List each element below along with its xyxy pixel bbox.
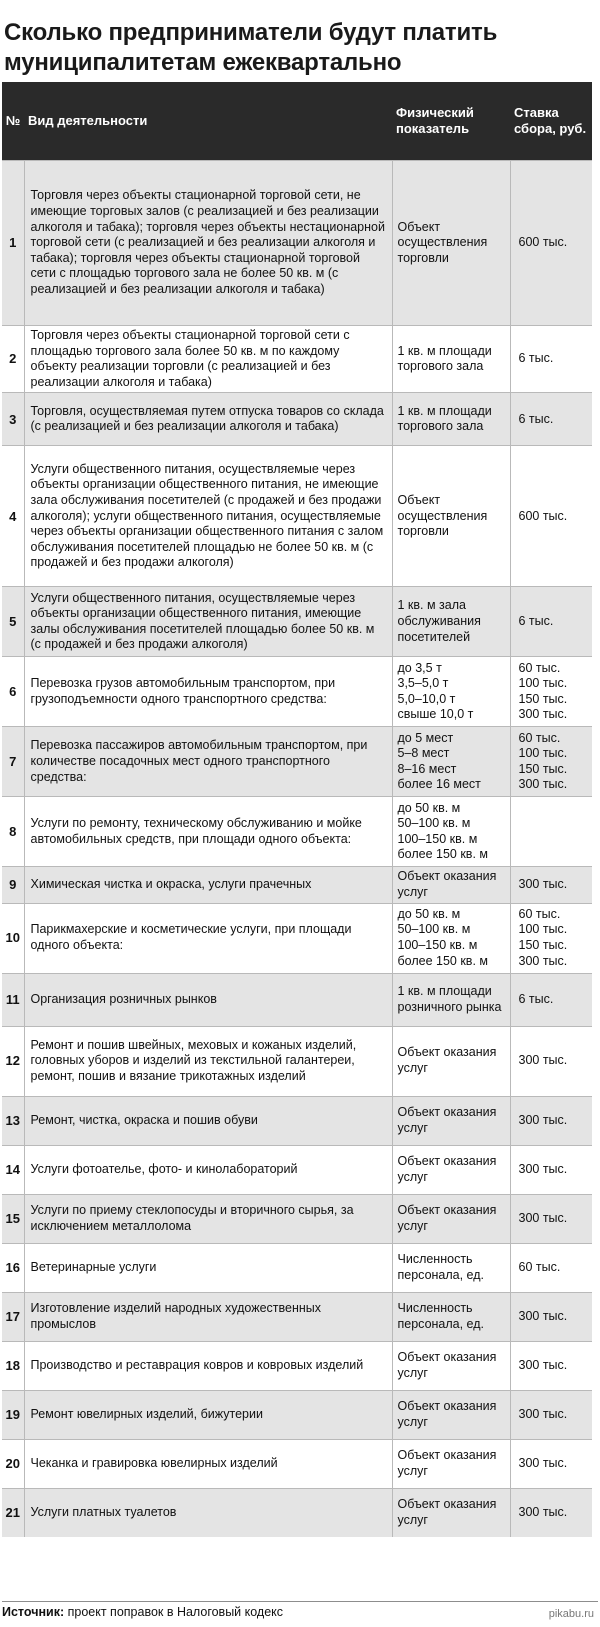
activity-cell: Торговля через объекты стационарной торговой сети с площадью торгового зала более 50 кв. м по каждому объекту реализации торговли (с реализацией и без реализации алкоголя и табака): [24, 326, 392, 393]
rate-cell: [510, 1439, 592, 1488]
table-row: [2, 1194, 592, 1243]
rate-value: 60 тыс.: [518, 660, 561, 675]
physical-indicator-cell: [392, 326, 510, 393]
row-number: 21: [2, 1488, 24, 1537]
table-row: [2, 161, 592, 326]
table-row: [2, 1390, 592, 1439]
table-row: [2, 1341, 592, 1390]
physical-indicator-cell: [392, 797, 510, 867]
rate-cell: [510, 1096, 592, 1145]
rate-value: 6 тыс.: [518, 991, 554, 1006]
activity-cell: Парикмахерские и косметические услуги, при площади одного объекта:: [24, 903, 392, 973]
rate-value: 100 тыс.: [518, 676, 568, 691]
rate-value: 300 тыс.: [518, 777, 568, 792]
physical-indicator-cell: [392, 1341, 510, 1390]
physical-indicator-cell: [392, 1096, 510, 1145]
rate-cell: [510, 446, 592, 587]
activity-cell: Услуги общественного питания, осуществляемые через объекты организации общественного питания, не имеющие зала обслуживания посетителей (с продажей и без продажи алкоголя); услуги общественного питания, осуществляемые через объекты организации общественного питания с залом обслуживания посетителей площадью не более 50 кв. м (с продажей и без продажи алкоголя): [24, 446, 392, 587]
physical-indicator-value: Объект оказания услуг: [397, 1497, 497, 1527]
activity-cell: Ремонт, чистка, окраска и пошив обуви: [24, 1096, 392, 1145]
rate-cell: [510, 903, 592, 973]
rate-value: 150 тыс.: [518, 938, 568, 953]
physical-indicator-cell: [392, 1145, 510, 1194]
rate-cell: [510, 1341, 592, 1390]
row-number: 10: [2, 903, 24, 973]
watermark: pikabu.ru: [548, 1608, 594, 1620]
rate-value: 300 тыс.: [518, 1505, 568, 1520]
physical-indicator-value: 100–150 кв. м: [397, 831, 478, 846]
physical-indicator-cell: [392, 657, 510, 727]
activity-cell: Чеканка и гравировка ювелирных изделий: [24, 1439, 392, 1488]
rate-value: 300 тыс.: [518, 1455, 568, 1470]
rate-value: 300 тыс.: [518, 953, 568, 968]
row-number: 20: [2, 1439, 24, 1488]
physical-indicator-value: 50–100 кв. м: [397, 816, 471, 831]
rate-value: 150 тыс.: [518, 691, 568, 706]
row-number: 4: [2, 446, 24, 587]
activity-cell: Организация розничных рынков: [24, 973, 392, 1026]
rate-value: 6 тыс.: [518, 614, 554, 629]
physical-indicator-value: более 150 кв. м: [397, 953, 488, 968]
physical-indicator-value: Численность персонала, ед.: [397, 1251, 485, 1282]
table-header-row: [2, 82, 592, 161]
table-row: [2, 1439, 592, 1488]
table-row: [2, 657, 592, 727]
row-number: 17: [2, 1292, 24, 1341]
physical-indicator-value: 5–8 мест: [397, 746, 450, 761]
physical-indicator-cell: [392, 587, 510, 657]
physical-indicator-value: более 16 мест: [397, 777, 481, 792]
physical-indicator-value: 1 кв. м площади торгового зала: [397, 343, 492, 374]
activity-cell: Ремонт ювелирных изделий, бижутерии: [24, 1390, 392, 1439]
physical-indicator-value: 1 кв. м площади торгового зала: [397, 403, 492, 434]
table-row: [2, 1243, 592, 1292]
row-number: 3: [2, 393, 24, 446]
activity-cell: Услуги фотоателье, фото- и кинолабораторий: [24, 1145, 392, 1194]
row-number: 6: [2, 657, 24, 727]
physical-indicator-cell: [392, 1243, 510, 1292]
activity-cell: Перевозка пассажиров автомобильным транспортом, при количестве посадочных мест одного транспортного средства:: [24, 727, 392, 797]
rate-value: 300 тыс.: [518, 1308, 568, 1323]
table-row: [2, 446, 592, 587]
physical-indicator-cell: [392, 1026, 510, 1096]
activity-cell: Услуги платных туалетов: [24, 1488, 392, 1537]
source-text: проект поправок в Налоговый кодекс: [67, 1605, 284, 1619]
physical-indicator-value: Объект оказания услуг: [397, 1045, 497, 1076]
physical-indicator-value: Объект оказания услуг: [397, 1447, 497, 1478]
physical-indicator-value: 100–150 кв. м: [397, 938, 478, 953]
rate-cell: [510, 1488, 592, 1537]
physical-indicator-value: более 150 кв. м: [397, 847, 488, 862]
table-row: [2, 326, 592, 393]
physical-indicator-cell: [392, 867, 510, 903]
header-num: №: [2, 82, 24, 161]
physical-indicator-cell: [392, 1194, 510, 1243]
table-row: [2, 903, 592, 973]
rate-cell: [510, 587, 592, 657]
rate-cell: [510, 867, 592, 903]
row-number: 18: [2, 1341, 24, 1390]
header-physical: Физический показатель: [392, 82, 510, 161]
row-number: 12: [2, 1026, 24, 1096]
activity-cell: Торговля, осуществляемая путем отпуска товаров со склада (с реализацией и без реализации алкоголя и табака): [24, 393, 392, 446]
page-title: Сколько предприниматели будут платить муниципалитетам ежеквартально: [4, 19, 498, 76]
source-note: [2, 1601, 598, 1619]
source-label: Источник:: [2, 1605, 65, 1619]
fee-table: [2, 82, 592, 1537]
physical-indicator-value: 5,0–10,0 т: [397, 691, 456, 706]
rate-cell: [510, 393, 592, 446]
rate-value: 100 тыс.: [518, 746, 568, 761]
rate-value: 300 тыс.: [518, 1210, 568, 1225]
rate-value: 60 тыс.: [518, 1259, 561, 1274]
physical-indicator-cell: [392, 393, 510, 446]
rate-value: 150 тыс.: [518, 761, 568, 776]
rate-value: 60 тыс.: [518, 730, 561, 745]
physical-indicator-value: Объект оказания услуг: [397, 1398, 497, 1429]
rate-value: 300 тыс.: [518, 1112, 568, 1127]
rate-value: 300 тыс.: [518, 1161, 568, 1176]
activity-cell: Перевозка грузов автомобильным транспортом, при грузоподъемности одного транспортного средства:: [24, 657, 392, 727]
table-row: [2, 1145, 592, 1194]
physical-indicator-cell: [392, 1488, 510, 1537]
row-number: 8: [2, 797, 24, 867]
rate-value: 600 тыс.: [518, 508, 568, 523]
row-number: 7: [2, 727, 24, 797]
row-number: 2: [2, 326, 24, 393]
rate-value: 600 тыс.: [518, 235, 568, 250]
activity-cell: Услуги по приему стеклопосуды и вторичного сырья, за исключением металлолома: [24, 1194, 392, 1243]
rate-cell: [510, 1292, 592, 1341]
activity-cell: Торговля через объекты стационарной торговой сети, не имеющие торговых залов (с реализацией и без реализации алкоголя и табака); торговля через объекты нестационарной торговой сети (с реализацией и без реализации алкоголя и табака); торговля через объекты стационарной торговой сети с площадью торгового зала не более 50 кв. м (с реализацией и без реализации алкоголя и табака): [24, 161, 392, 326]
rate-cell: [510, 161, 592, 326]
physical-indicator-value: Объект оказания услуг: [397, 1349, 497, 1380]
rate-cell: [510, 1390, 592, 1439]
physical-indicator-cell: [392, 161, 510, 326]
rate-cell: [510, 657, 592, 727]
rate-value: 300 тыс.: [518, 707, 568, 722]
physical-indicator-value: Объект осуществления торговли: [397, 492, 488, 539]
row-number: 13: [2, 1096, 24, 1145]
rate-value: 100 тыс.: [518, 922, 568, 937]
physical-indicator-value: 8–16 мест: [397, 761, 457, 776]
physical-indicator-cell: [392, 1390, 510, 1439]
physical-indicator-cell: [392, 727, 510, 797]
physical-indicator-cell: [392, 973, 510, 1026]
table-row: [2, 1292, 592, 1341]
table-row: [2, 393, 592, 446]
row-number: 15: [2, 1194, 24, 1243]
row-number: 19: [2, 1390, 24, 1439]
activity-cell: Услуги по ремонту, техническому обслуживанию и мойке автомобильных средств, при площади одного объекта:: [24, 797, 392, 867]
rate-cell: [510, 727, 592, 797]
physical-indicator-value: 1 кв. м площади розничного рынка: [397, 983, 502, 1014]
physical-indicator-value: 50–100 кв. м: [397, 922, 471, 937]
physical-indicator-value: Численность персонала, ед.: [397, 1300, 485, 1331]
physical-indicator-value: до 5 мест: [397, 730, 454, 745]
rate-cell: [510, 797, 592, 867]
activity-cell: Изготовление изделий народных художественных промыслов: [24, 1292, 392, 1341]
physical-indicator-cell: [392, 903, 510, 973]
table-row: [2, 867, 592, 903]
rate-cell: [510, 1026, 592, 1096]
rate-value: 300 тыс.: [518, 1406, 568, 1421]
row-number: 11: [2, 973, 24, 1026]
activity-cell: Ремонт и пошив швейных, меховых и кожаных изделий, головных уборов и изделий из текстильной галантереи, ремонт, пошив и вязание трикотажных изделий: [24, 1026, 392, 1096]
activity-cell: Производство и реставрация ковров и ковровых изделий: [24, 1341, 392, 1390]
activity-cell: Ветеринарные услуги: [24, 1243, 392, 1292]
table-row: [2, 587, 592, 657]
physical-indicator-value: Объект осуществления торговли: [397, 219, 488, 265]
table-row: [2, 797, 592, 867]
physical-indicator-cell: [392, 1292, 510, 1341]
physical-indicator-value: Объект оказания услуг: [397, 869, 497, 899]
row-number: 5: [2, 587, 24, 657]
rate-cell: [510, 326, 592, 393]
physical-indicator-value: до 50 кв. м: [397, 800, 461, 815]
physical-indicator-value: 1 кв. м зала обслуживания посетителей: [397, 598, 481, 644]
row-number: 1: [2, 161, 24, 326]
physical-indicator-value: 3,5–5,0 т: [397, 676, 449, 691]
table-row: [2, 1026, 592, 1096]
physical-indicator-cell: [392, 446, 510, 587]
rate-cell: [510, 973, 592, 1026]
rate-value: 6 тыс.: [518, 351, 554, 366]
header-rate: Ставка сбора, руб.: [510, 82, 592, 161]
rate-cell: [510, 1194, 592, 1243]
rate-value: 300 тыс.: [518, 1053, 568, 1068]
rate-value: 6 тыс.: [518, 411, 554, 426]
activity-cell: Химическая чистка и окраска, услуги прачечных: [24, 867, 392, 903]
table-row: [2, 1096, 592, 1145]
physical-indicator-value: Объект оказания услуг: [397, 1153, 497, 1184]
table-row: [2, 1488, 592, 1537]
physical-indicator-cell: [392, 1439, 510, 1488]
physical-indicator-value: Объект оказания услуг: [397, 1104, 497, 1135]
physical-indicator-value: до 50 кв. м: [397, 906, 461, 921]
rate-value: 300 тыс.: [518, 1357, 568, 1372]
rate-cell: [510, 1243, 592, 1292]
rate-cell: [510, 1145, 592, 1194]
row-number: 9: [2, 867, 24, 903]
physical-indicator-value: до 3,5 т: [397, 660, 442, 675]
table-row: [2, 727, 592, 797]
physical-indicator-value: Объект оказания услуг: [397, 1202, 497, 1233]
table-row: [2, 973, 592, 1026]
physical-indicator-value: свыше 10,0 т: [397, 707, 474, 722]
activity-cell: Услуги общественного питания, осуществляемые через объекты организации общественного питания, имеющие залы обслуживания посетителей площадью более 50 кв. м (с продажей и без продажи алкоголя): [24, 587, 392, 657]
rate-value: 60 тыс.: [518, 906, 561, 921]
header-activity: Вид деятельности: [24, 82, 392, 161]
row-number: 16: [2, 1243, 24, 1292]
row-number: 14: [2, 1145, 24, 1194]
rate-value: 300 тыс.: [518, 877, 568, 892]
